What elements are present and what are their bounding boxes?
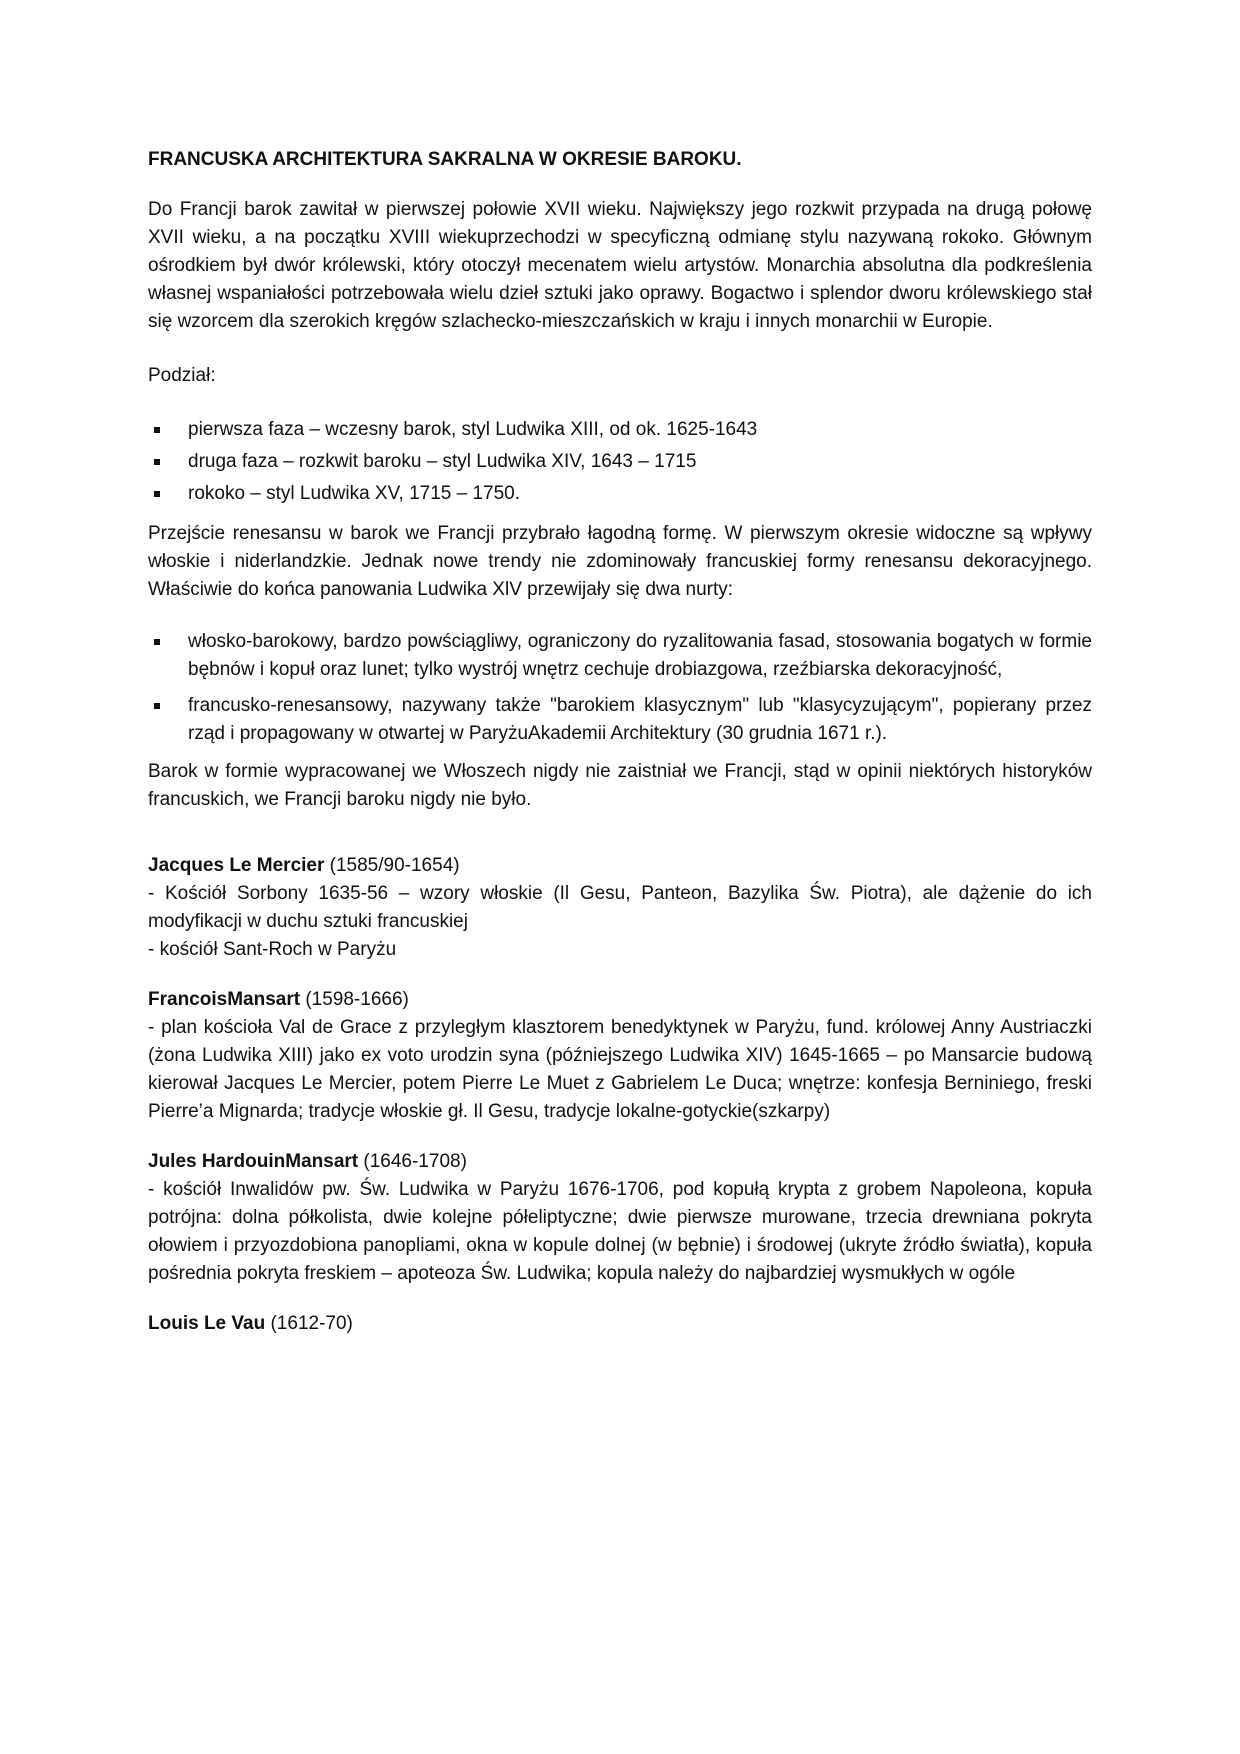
list-item xyxy=(148,692,1092,748)
architect-dates: (1598-1666) xyxy=(300,989,409,1010)
architect-heading xyxy=(148,852,1092,880)
phase-text: rokoko – styl Ludwika XV, 1715 – 1750. xyxy=(188,483,521,504)
bullet-icon xyxy=(154,427,160,433)
architect-dates: (1612-70) xyxy=(265,1313,353,1334)
architect-line: - kościół Inwalidów pw. Św. Ludwika w Paryżu 1676-1706, pod kopułą krypta z grobem Napoleona, kopuła potrójna: dolna półkolista, dwie kolejne półeliptyczne; dwie pierwsze murowane, trzecia drewniana pokryta ołowiem i przyozdobiona panopliami, okna w kopule dolnej (w bębnie) i środowej (ukryte źródło światła), kopuła pośrednia pokryta freskiem – apoteoza Św. Ludwika; kopula należy do najbardziej wysmukłych w ogóle xyxy=(148,1179,1092,1284)
architect-section xyxy=(148,1310,1092,1338)
architect-heading xyxy=(148,986,1092,1014)
architect-heading xyxy=(148,1310,1092,1338)
architect-line: - Kościół Sorbony 1635-56 – wzory włoskie (Il Gesu, Panteon, Bazylika Św. Piotra), ale dążenie do ich modyfikacji w duchu sztuki francuskiej xyxy=(148,883,1092,932)
bullet-icon xyxy=(154,459,160,465)
trend-text: francusko-renesansowy, nazywany także "barokiem klasycznym" lub "klasycyzującym", popierany przez rząd i propagowany w otwartej w ParyżuAkademii Architektury (30 grudnia 1671 r.). xyxy=(188,695,1092,744)
architect-dates: (1646-1708) xyxy=(358,1151,467,1172)
list-item xyxy=(148,416,1092,444)
trend-text: włosko-barokowy, bardzo powściągliwy, ograniczony do ryzalitowania fasad, stosowania bogatych w formie bębnów i kopuł oraz lunet; tylko wystrój wnętrz cechuje drobiazgowa, rzeźbiarska dekoracyjność, xyxy=(188,631,1092,680)
bullet-icon xyxy=(154,703,160,709)
architect-section xyxy=(148,986,1092,1126)
phase-text: pierwsza faza – wczesny barok, styl Ludwika XIII, od ok. 1625-1643 xyxy=(188,419,758,440)
architect-name: Jules HardouinMansart xyxy=(148,1151,359,1172)
document-title: FRANCUSKA ARCHITEKTURA SAKRALNA W OKRESIE BAROKU. xyxy=(148,149,742,170)
architect-section xyxy=(148,1148,1092,1288)
phases-list xyxy=(148,416,1092,508)
architect-dates: (1585/90-1654) xyxy=(324,855,460,876)
trends-list xyxy=(148,628,1092,748)
architect-name: Jacques Le Mercier xyxy=(148,855,325,876)
architect-section xyxy=(148,852,1092,964)
architect-name: Louis Le Vau xyxy=(148,1313,266,1334)
phase-text: druga faza – rozkwit baroku – styl Ludwika XIV, 1643 – 1715 xyxy=(188,451,697,472)
bullet-icon xyxy=(154,491,160,497)
document-page xyxy=(148,146,1092,1338)
bullet-icon xyxy=(154,639,160,645)
architect-line: - plan kościoła Val de Grace z przyległym klasztorem benedyktynek w Paryżu, fund. królowej Anny Austriaczki (żona Ludwika XIII) jako ex voto urodzin syna (późniejszego Ludwika XIV) 1645-1665 – po Mansarcie budową kierował Jacques Le Mercier, potem Pierre Le Muet z Gabrielem Le Duca; wnętrze: konfesja Berniniego, freski Pierre’a Mignarda; tradycje włoskie gł. Il Gesu, tradycje lokalne-gotyckie(szkarpy) xyxy=(148,1017,1092,1122)
list-item xyxy=(148,628,1092,684)
architect-name: FrancoisMansart xyxy=(148,989,301,1010)
division-label: Podział: xyxy=(148,365,216,386)
intro-paragraph: Do Francji barok zawitał w pierwszej połowie XVII wieku. Największy jego rozkwit przypada na drugą połowę XVII wieku, a na początku XVIII wiekuprzechodzi w specyficzną odmianę stylu nazywaną rokoko. Głównym ośrodkiem był dwór królewski, który otoczył mecenatem wielu artystów. Monarchia absolutna dla podkreślenia własnej wspaniałości potrzebowała wielu dzieł sztuki jako oprawy. Bogactwo i splendor dworu królewskiego stał się wzorcem dla szerokich kręgów szlachecko-mieszczańskich w kraju i innych monarchii w Europie. xyxy=(148,199,1092,332)
list-item xyxy=(148,448,1092,476)
architect-line: - kościół Sant-Roch w Paryżu xyxy=(148,939,397,960)
conclusion-paragraph: Barok w formie wypracowanej we Włoszech nigdy nie zaistniał we Francji, stąd w opinii niektórych historyków francuskich, we Francji baroku nigdy nie było. xyxy=(148,761,1092,810)
list-item xyxy=(148,480,1092,508)
transition-paragraph: Przejście renesansu w barok we Francji przybrało łagodną formę. W pierwszym okresie widoczne są wpływy włoskie i niderlandzkie. Jednak nowe trendy nie zdominowały francuskiej formy renesansu dekoracyjnego. Właściwie do końca panowania Ludwika XlV przewijały się dwa nurty: xyxy=(148,523,1092,600)
architect-heading xyxy=(148,1148,1092,1176)
